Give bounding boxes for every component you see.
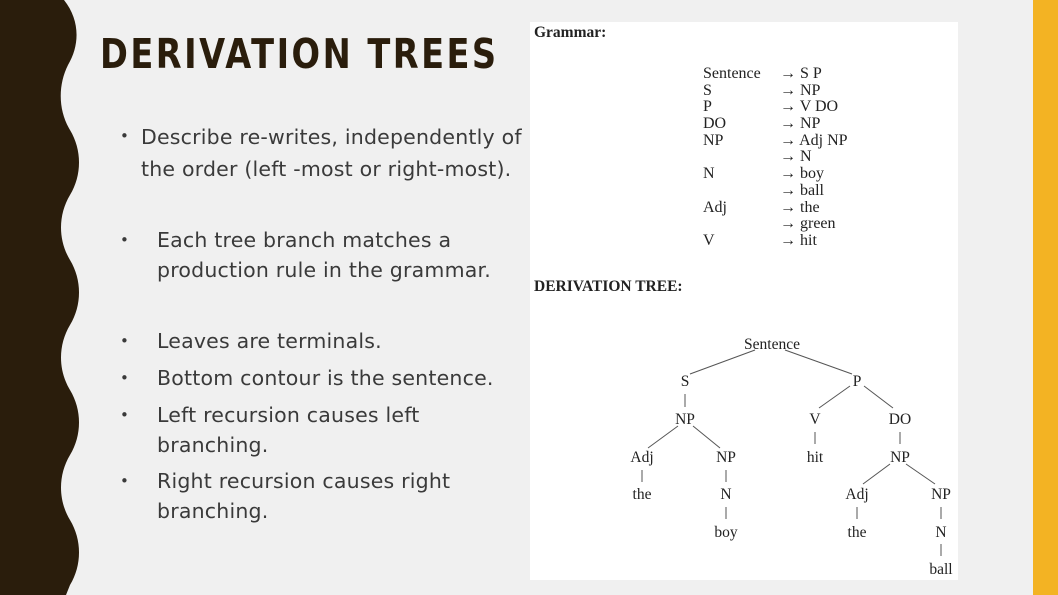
tree-node-n: N [935,524,947,541]
tree-edge [906,464,935,484]
tree-node-adj: Adj [845,486,869,503]
sub-bullet-text: Leaves are terminals. [157,329,382,353]
tree-edge [864,386,893,408]
grammar-rhs: → Adj NP [780,132,848,149]
bullet-dot: • [120,406,130,424]
tree-node-np: NP [931,486,951,503]
bullet-dot: • [120,231,130,249]
sub-bullet-text: Bottom contour is the sentence. [157,366,494,390]
grammar-lhs: Adj [703,199,727,216]
tree-edge [863,464,890,484]
accent-bar [1033,0,1058,595]
tree-node-adj: Adj [630,449,654,466]
tree-node-sentence: Sentence [744,336,800,353]
slide-title: DERIVATION TREES [100,30,499,78]
grammar-rhs: → boy [780,165,824,182]
tree-leaf-the: the [847,524,867,541]
grammar-rhs: → N [780,148,812,165]
sub-bullet-text: Left recursion causes left branching. [157,403,420,457]
grammar-rhs: → V DO [780,98,839,115]
tree-node-do: DO [888,411,912,428]
grammar-lhs: P [703,98,712,115]
tree-heading: DERIVATION TREE: [534,278,683,295]
tree-node-v: V [809,411,821,428]
grammar-lhs: N [703,165,715,182]
bullet-dot: • [120,332,130,350]
decorative-left-band [0,0,90,595]
grammar-lhs: V [703,232,715,249]
grammar-lhs: DO [703,115,727,132]
tree-edge [690,350,755,374]
tree-edge [785,350,852,374]
grammar-rhs: → NP [780,82,821,99]
bullet-dot: • [120,369,130,387]
tree-edge [819,386,850,408]
tree-leaf-boy: boy [714,524,738,541]
grammar-lhs: Sentence [703,65,761,82]
tree-nodes [630,336,952,578]
grammar-rhs: → NP [780,115,821,132]
tree-node-s: S [680,373,690,390]
tree-node-p: P [852,373,862,390]
sub-bullet-text: Each tree branch matches a production rule in the grammar. [157,228,491,282]
tree-node-n: N [720,486,732,503]
grammar-rhs: → hit [780,232,817,249]
tree-node-np: NP [675,411,695,428]
figure-svg [530,22,958,580]
grammar-rhs: → green [780,215,836,232]
grammar-rhs: → the [780,199,820,216]
bullet-dot: • [120,472,130,490]
tree-node-np: NP [890,449,910,466]
grammar-heading: Grammar: [534,24,607,41]
grammar-rhs: → ball [780,182,824,199]
grammar-rhs: → S P [780,65,822,82]
tree-leaf-the: the [632,486,652,503]
grammar-tree-figure [530,22,958,580]
grammar-rules [703,65,848,249]
tree-leaf-ball: ball [929,561,953,578]
tree-leaf-hit: hit [806,449,824,466]
main-bullet-text: Describe re-writes, independently of the order (left -most or right-most). [141,125,522,181]
grammar-lhs: NP [703,132,724,149]
bullet-dot: • [120,127,130,145]
tree-edge [648,426,678,448]
grammar-lhs: S [703,82,712,99]
tree-node-np: NP [716,449,736,466]
sub-bullet-text: Right recursion causes right branching. [157,469,451,523]
tree-edge [693,426,720,448]
